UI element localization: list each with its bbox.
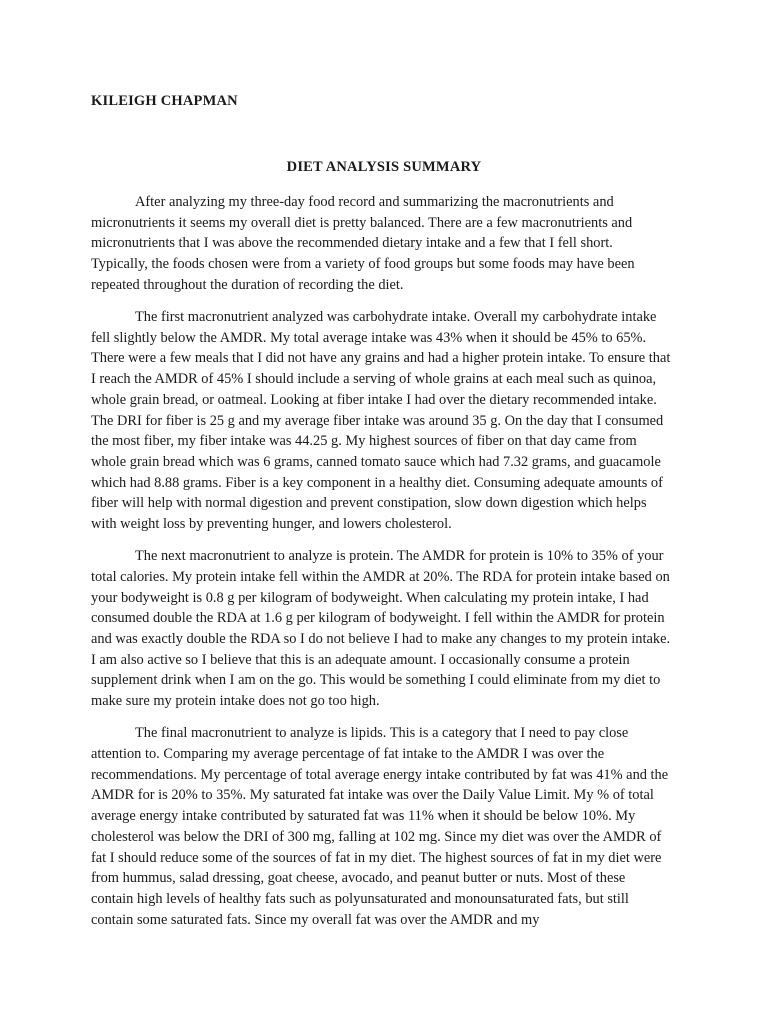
paragraph-carbohydrates: The first macronutrient analyzed was carbohydrate intake. Overall my carbohydrate intake fell slightly below the AMDR. My total average intake was 43% when it should be 45% to 65%. There were a few meals that I did not have any grains and had a higher protein intake. To ensure that I reach the AMDR of 45% I should include a serving of whole grains at each meal such as quinoa, whole grain bread, or oatmeal. Looking at fiber intake I had over the dietary recommended intake. The DRI for fiber is 25 g and my average fiber intake was around 35 g. On the day that I consumed the most fiber, my fiber intake was 44.25 g. My highest sources of fiber on that day came from whole grain bread which was 6 grams, canned tomato sauce which had 7.32 grams, and guacamole which had 8.88 grams. Fiber is a key component in a healthy diet. Consuming adequate amounts of fiber will help with normal digestion and prevent constipation, slow down digestion which helps with weight loss by preventing hunger, and lowers cholesterol. (91, 309, 671, 533)
paragraph-intro: After analyzing my three-day food record and summarizing the macronutrients and micronutrients it seems my overall diet is pretty balanced. There are a few macronutrients and micronutrients that I was above the recommended dietary intake and a few that I fell short. Typically, the foods chosen were from a variety of food groups but some foods may have been repeated throughout the duration of recording the diet. (91, 194, 635, 293)
paragraph-lipids: The final macronutrient to analyze is lipids. This is a category that I need to pay close attention to. Comparing my average percentage of fat intake to the AMDR I was over the recommendations. My percentage of total average energy intake contributed by fat was 41% and the AMDR for is 20% to 35%. My saturated fat intake was over the Daily Value Limit. My % of total average energy intake contributed by saturated fat was 11% when it should be below 10%. My cholesterol was below the DRI of 300 mg, falling at 102 mg. Since my diet was over the AMDR of fat I should reduce some of the sources of fat in my diet. The highest sources of fat in my diet were from hummus, salad dressing, goat cheese, avocado, and peanut butter or nuts. Most of these contain high levels of healthy fats such as polyunsaturated and monounsaturated fats, but still contain some saturated fats. Since my overall fat was over the AMDR and my (91, 725, 669, 928)
author-name: KILEIGH CHAPMAN (91, 93, 238, 109)
document-body (91, 192, 671, 942)
document-title: DIET ANALYSIS SUMMARY (286, 159, 482, 175)
paragraph-protein: The next macronutrient to analyze is protein. The AMDR for protein is 10% to 35% of your total calories. My protein intake fell within the AMDR at 20%. The RDA for protein intake based on your bodyweight is 0.8 g per kilogram of bodyweight. When calculating my protein intake, I had consumed double the RDA at 1.6 g per kilogram of bodyweight. I fell within the AMDR for protein and was exactly double the RDA so I do not believe I had to make any changes to my protein intake. I am also active so I believe that this is an adequate amount. I occasionally consume a protein supplement drink when I am on the go. This would be something I could eliminate from my diet to make sure my protein intake does not go too high. (91, 548, 671, 710)
